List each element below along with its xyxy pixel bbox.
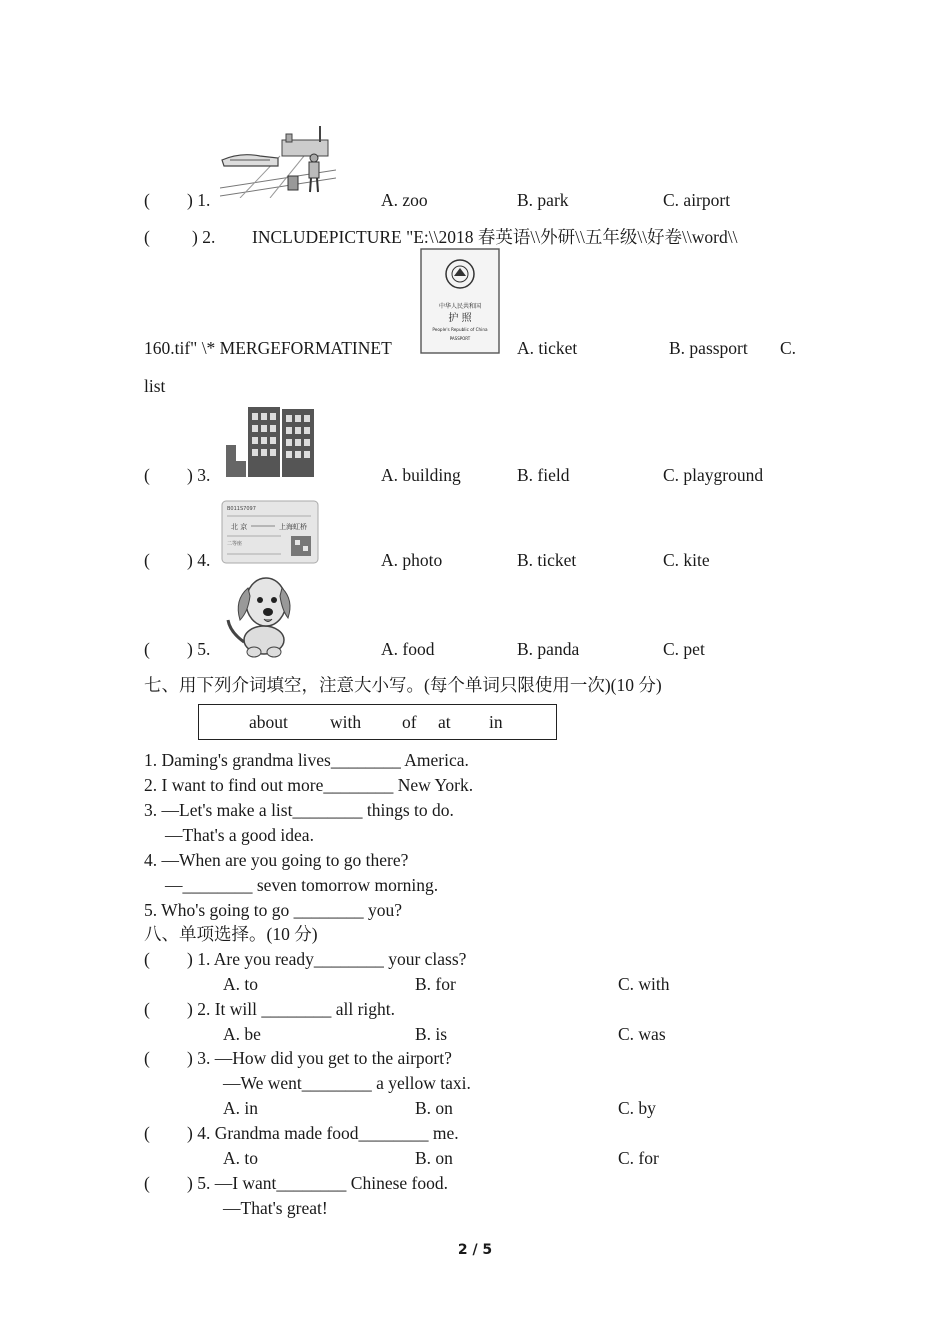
q8-2-bracket: (: [144, 999, 150, 1019]
q8-5-bracket: (: [144, 1173, 150, 1193]
q6-2-field-code-line2: 160.tif" \* MERGEFORMATINET: [144, 338, 392, 358]
passport-label-text: PASSPORT: [449, 336, 471, 341]
q6-2-option-b: B. passport: [669, 338, 748, 358]
q6-3-option-a: A. building: [381, 465, 461, 485]
q8-4-option-b: B. on: [415, 1148, 453, 1168]
q6-2-bracket: (: [144, 227, 150, 247]
q8-1-option-b: B. for: [415, 974, 456, 994]
q8-2-option-a: A. be: [223, 1024, 261, 1044]
q6-2-option-c: C.: [780, 338, 797, 358]
section-7-line: 5. Who's going to go ________ you?: [144, 900, 403, 920]
q8-4-bracket: (: [144, 1123, 150, 1143]
q6-5-option-a: A. food: [381, 639, 435, 659]
q8-2-stem: ) 2. It will ________ all right.: [187, 999, 396, 1019]
q6-5-bracket: (: [144, 639, 150, 659]
section-7-title: 七、用下列介词填空，注意大小写。(每个单词只限使用一次)(10 分): [144, 675, 662, 695]
q8-5-stem-line2: —That's great!: [223, 1198, 328, 1218]
word-bank-word: with: [330, 712, 362, 732]
q6-2-option-a: A. ticket: [517, 338, 578, 358]
word-bank-word: at: [438, 712, 451, 732]
q6-4-option-b: B. ticket: [517, 550, 577, 570]
q8-4-option-c: C. for: [618, 1148, 659, 1168]
q6-3-number: ) 3.: [187, 465, 211, 485]
q6-5-option-b: B. panda: [517, 639, 580, 659]
section-7-line: 3. —Let's make a list________ things to do.: [144, 800, 454, 820]
word-bank-word: in: [489, 712, 503, 732]
ticket-code-text: B011S7097: [227, 506, 256, 512]
section-8-title: 八、单项选择。(10 分): [144, 924, 318, 944]
q8-3-option-c: C. by: [618, 1098, 656, 1118]
word-bank-box: [198, 704, 557, 740]
ticket-seat-text: 二等座: [227, 541, 243, 547]
passport-word-text: 护 照: [448, 313, 472, 324]
passport-country-text: 中华人民共和国: [438, 303, 482, 310]
section-7-line: —That's a good idea.: [165, 825, 314, 845]
q6-2-number: ) 2.: [192, 227, 216, 247]
building-picture: [224, 405, 316, 477]
q6-1-number: ) 1.: [187, 190, 211, 210]
q8-1-stem: ) 1. Are you ready________ your class?: [187, 949, 467, 969]
q8-3-option-a: A. in: [223, 1098, 258, 1118]
section-7-line: 1. Daming's grandma lives________ America.: [144, 750, 469, 770]
page-number: 2 / 5: [457, 1242, 493, 1258]
q8-3-stem: ) 3. —How did you get to the airport?: [187, 1048, 452, 1068]
q6-1-option-a: A. zoo: [381, 190, 428, 210]
q8-4-stem: ) 4. Grandma made food________ me.: [187, 1123, 459, 1143]
q6-4-option-c: C. kite: [663, 550, 710, 570]
q8-1-option-c: C. with: [618, 974, 670, 994]
section-7-line: 4. —When are you going to go there?: [144, 850, 409, 870]
word-bank-word: about: [249, 712, 288, 732]
ticket-to-text: 上海虹桥: [279, 523, 307, 531]
word-bank-word: of: [402, 712, 417, 732]
q6-3-option-b: B. field: [517, 465, 570, 485]
q8-3-stem-line2: —We went________ a yellow taxi.: [223, 1073, 471, 1093]
ticket-from-text: 北 京: [231, 523, 248, 531]
q8-3-option-b: B. on: [415, 1098, 453, 1118]
q8-1-option-a: A. to: [223, 974, 258, 994]
q6-4-bracket: (: [144, 550, 150, 570]
q8-2-option-b: B. is: [415, 1024, 448, 1044]
q8-2-option-c: C. was: [618, 1024, 666, 1044]
train-ticket-picture: [221, 500, 319, 564]
section-7-line: —________ seven tomorrow morning.: [165, 875, 439, 895]
q6-1-bracket: (: [144, 190, 150, 210]
q6-5-option-c: C. pet: [663, 639, 705, 659]
q8-4-option-a: A. to: [223, 1148, 258, 1168]
passport-english-text: People's Republic of China: [432, 327, 488, 332]
q8-3-bracket: (: [144, 1048, 150, 1068]
q6-2-field-code-line1: INCLUDEPICTURE "E:\\2018 春英语\\外研\\五年级\\好卷\\word\\: [252, 227, 738, 247]
q6-3-bracket: (: [144, 465, 150, 485]
puppy-picture: [224, 572, 296, 660]
q8-1-bracket: (: [144, 949, 150, 969]
q8-5-stem: ) 5. —I want________ Chinese food.: [187, 1173, 449, 1193]
q6-4-number: ) 4.: [187, 550, 211, 570]
q6-5-number: ) 5.: [187, 639, 211, 659]
airport-picture: [220, 126, 336, 198]
q6-3-option-c: C. playground: [663, 465, 764, 485]
q6-4-option-a: A. photo: [381, 550, 443, 570]
section-7-line: 2. I want to find out more________ New York.: [144, 775, 474, 795]
q6-1-option-b: B. park: [517, 190, 569, 210]
q6-1-option-c: C. airport: [663, 190, 731, 210]
passport-picture: [420, 248, 500, 354]
q6-2-option-c-continued: list: [144, 376, 166, 396]
